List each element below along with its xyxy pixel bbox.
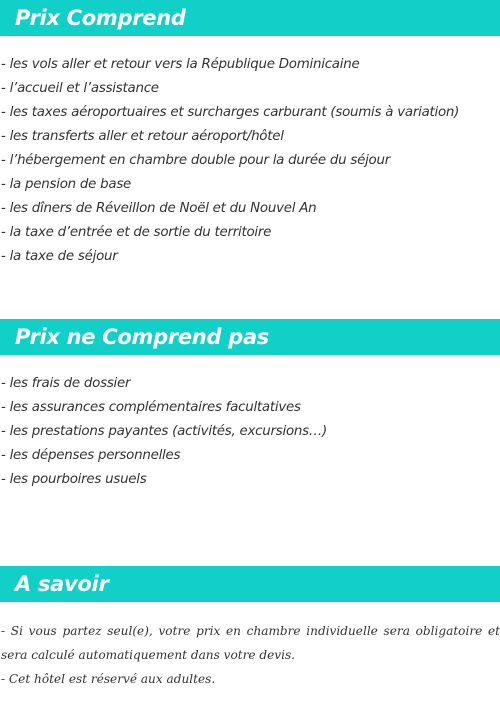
section-header-good-to-know (0, 566, 500, 602)
not-included-list (0, 372, 500, 492)
section-header-included (0, 0, 500, 36)
note-paragraph: - Si vous partez seul(e), votre prix en chambre individuelle sera obligatoire et sera calculé automatiquement dans votre devis. (1, 624, 500, 662)
list-item: - la taxe d’entrée et de sortie du territoire (1, 225, 272, 240)
section-title-included: Prix Comprend (15, 6, 186, 30)
section-title-good-to-know: A savoir (15, 572, 109, 596)
list-item: - l’accueil et l’assistance (1, 81, 159, 96)
list-item: - les prestations payantes (activités, excursions…) (1, 424, 328, 439)
list-item: - les pourboires usuels (1, 472, 147, 487)
list-item: - la pension de base (1, 177, 132, 192)
note-paragraph: - Cet hôtel est réservé aux adultes. (1, 672, 216, 686)
list-item: - les taxes aéroportuaires et surcharges carburant (soumis à variation) (1, 105, 460, 120)
list-item: - la taxe de séjour (1, 249, 118, 264)
list-item: - les vols aller et retour vers la République Dominicaine (1, 57, 360, 72)
list-item: - les frais de dossier (1, 376, 131, 391)
included-list (0, 53, 500, 269)
list-item: - les transferts aller et retour aéroport/hôtel (1, 129, 284, 144)
list-item: - les dîners de Réveillon de Noël et du Nouvel An (1, 201, 317, 216)
list-item: - les dépenses personnelles (1, 448, 181, 463)
section-header-not-included (0, 319, 500, 355)
section-title-not-included: Prix ne Comprend pas (15, 325, 270, 349)
list-item: - les assurances complémentaires facultatives (1, 400, 301, 415)
list-item: - l’hébergement en chambre double pour la durée du séjour (1, 153, 390, 168)
good-to-know-notes (0, 619, 500, 691)
